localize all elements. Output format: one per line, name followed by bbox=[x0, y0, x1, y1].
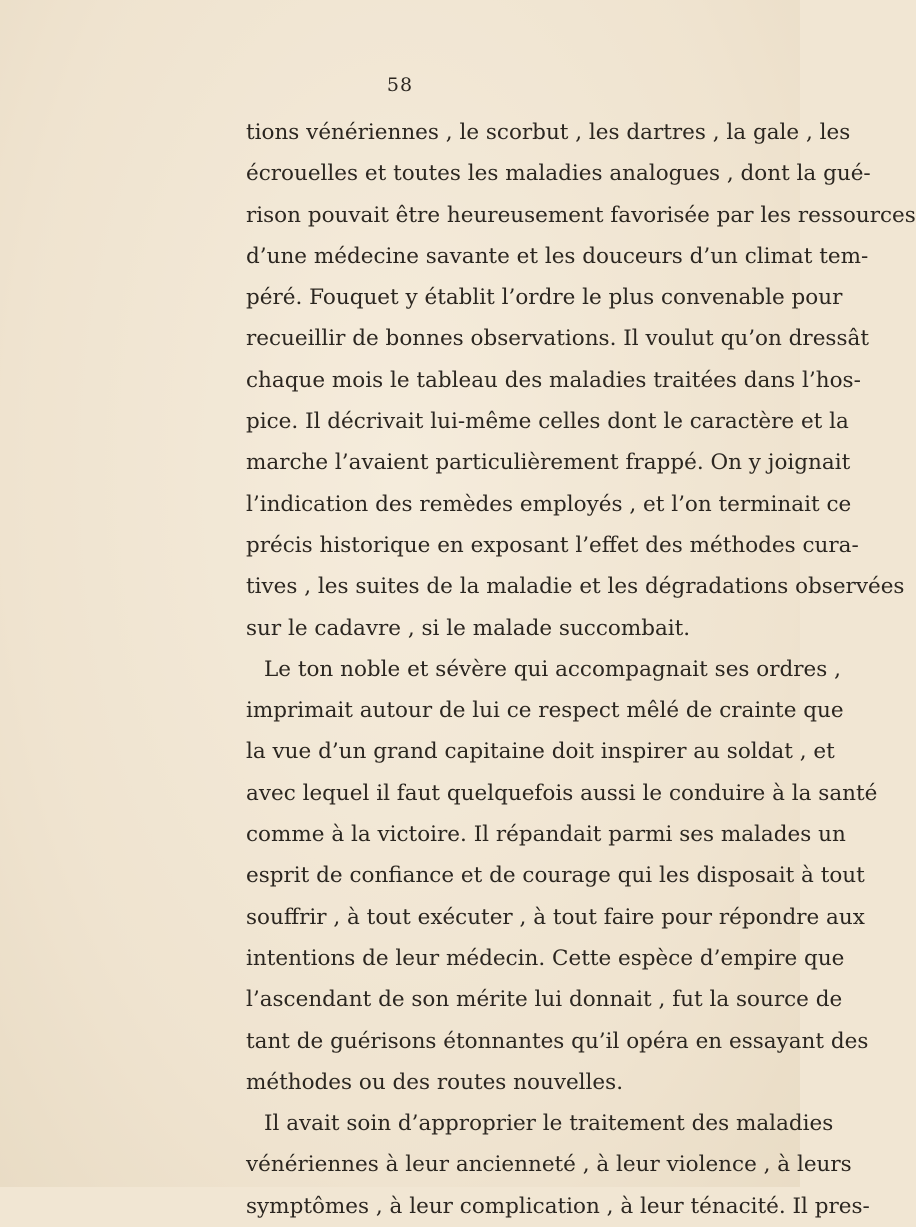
body-text bbox=[246, 112, 916, 1227]
text-line: tant de guérisons étonnantes qu’il opéra en essayant des bbox=[246, 1028, 869, 1054]
text-line: vénériennes à leur ancienneté , à leur violence , à leurs bbox=[246, 1152, 852, 1178]
page-number: 58 bbox=[386, 74, 414, 96]
text-line: tions vénériennes , le scorbut , les dartres , la gale , les bbox=[246, 120, 851, 145]
paragraph-end-line: méthodes ou des routes nouvelles. bbox=[246, 1069, 624, 1095]
text-line: marche l’avaient particulièrement frappé. On y joignait bbox=[246, 450, 851, 476]
paragraph-start-line: Le ton noble et sévère qui accompagnait ses ordres , bbox=[264, 656, 841, 682]
text-line: l’indication des remèdes employés , et l’on terminait ce bbox=[246, 491, 852, 517]
text-line: chaque mois le tableau des maladies traitées dans l’hos- bbox=[246, 367, 861, 393]
text-line: rison pouvait être heureusement favorisée par les ressources bbox=[246, 202, 916, 228]
text-line: souffrir , à tout exécuter , à tout faire pour répondre aux bbox=[246, 904, 865, 930]
paragraph-start-line: Il avait soin d’approprier le traitement des maladies bbox=[264, 1111, 834, 1137]
paragraph-end-line: sur le cadavre , si le malade succombait. bbox=[246, 615, 691, 641]
text-line: la vue d’un grand capitaine doit inspirer au soldat , et bbox=[246, 739, 835, 765]
text-line: pice. Il décrivait lui-même celles dont le caractère et la bbox=[246, 409, 849, 435]
text-line: intentions de leur médecin. Cette espèce d’empire que bbox=[246, 945, 845, 971]
text-line: d’une médecine savante et les douceurs d’un climat tem- bbox=[246, 243, 869, 269]
text-line: imprimait autour de lui ce respect mêlé de crainte que bbox=[246, 698, 844, 724]
text-line: tives , les suites de la maladie et les dégradations observées bbox=[246, 574, 905, 600]
text-line: symptômes , à leur complication , à leur ténacité. Il pres- bbox=[246, 1193, 870, 1219]
text-line: esprit de confiance et de courage qui les disposait à tout bbox=[246, 863, 865, 889]
text-line: l’ascendant de son mérite lui donnait , fut la source de bbox=[246, 987, 843, 1013]
text-line: comme à la victoire. Il répandait parmi ses malades un bbox=[246, 822, 846, 848]
text-line: péré. Fouquet y établit l’ordre le plus convenable pour bbox=[246, 285, 843, 311]
text-line: recueillir de bonnes observations. Il voulut qu’on dressât bbox=[246, 326, 869, 352]
text-line: précis historique en exposant l’effet des méthodes cura- bbox=[246, 532, 859, 558]
text-line: écrouelles et toutes les maladies analogues , dont la gué- bbox=[246, 161, 871, 187]
text-line: avec lequel il faut quelquefois aussi le conduire à la santé bbox=[246, 780, 878, 806]
